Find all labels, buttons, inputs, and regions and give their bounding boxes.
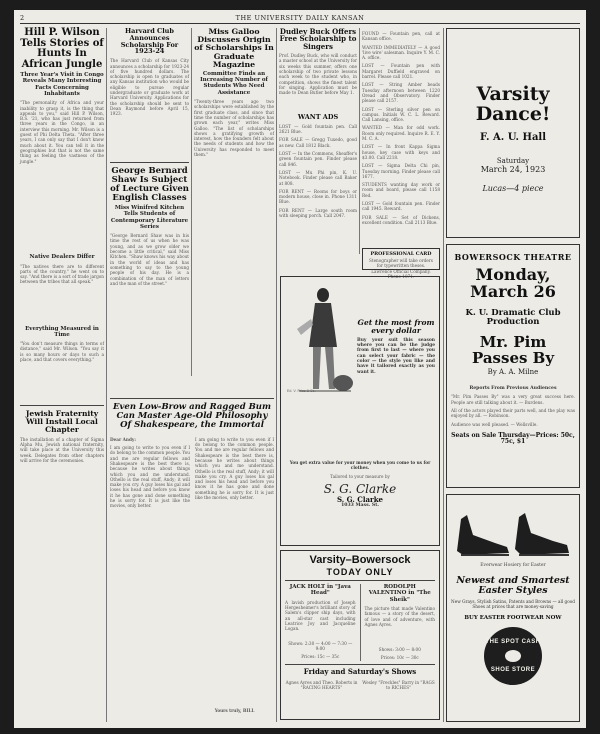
- play-date: Monday, March 26: [470, 265, 556, 302]
- wilson-body-2: "The natives there are to different parts of the country," he went on to say. "And there is a sort of trade jargon between the tribes that all speak.": [20, 263, 104, 285]
- clarke-tagline-2: Tailored to your measure by: [330, 473, 390, 479]
- clarke-body: Buy your suit this season where you can be the judge from first to last — where you can select your fabric — the color — the style you like and have it tailored exactly as you want it.: [357, 337, 435, 375]
- column-rule: [359, 28, 360, 254]
- badge-bottom-text: SHOE STORE: [490, 667, 536, 674]
- clarke-headline: Get the most from every dollar: [357, 318, 435, 335]
- shaw-subhead: Miss Winifred Kitchen Tells Students of Contemporary Literature Series: [110, 204, 189, 230]
- column-rule: [443, 28, 444, 722]
- classified-item: FOUND — Fountain pen, call at Kansan office.: [362, 31, 440, 42]
- column-3: [194, 28, 274, 394]
- friday-heading: Friday and Saturday's Shows: [303, 666, 417, 676]
- dog-silhouette: [333, 375, 353, 391]
- figure-leg: [313, 347, 321, 389]
- fraternity-body: The installation of a chapter of Sigma Alpha Mu, Jewish national fraternity, will take place at the University this week. Delegates from other chapters will arrive for the ceremonies.: [20, 436, 104, 463]
- essay-body: I am going to write to you even if I do belong to the common people. You and me are regular fellows and Shakespeare is the best there is, because he writes about things which you and me understand. Othello is the real stuff, Andy; it will make you cry. A guy loses his gal and loses his head and before you know it he has gone and done something he is sorry for. It is just like the movies, only better.: [110, 445, 190, 509]
- clarke-tagline: You get extra value for your money when you come to us for clothes.: [289, 460, 431, 471]
- classified-item: LOST — In front Kappa Sigma house, key case with keys and $3.00. Call 2218.: [362, 144, 440, 160]
- figure-head: [317, 288, 329, 302]
- review-quote: Audience was well pleased. — Wellsville.: [451, 421, 538, 427]
- shoe-right: [515, 513, 569, 555]
- shoe-left: [457, 515, 509, 555]
- varsity-subtitle: TODAY ONLY: [326, 566, 394, 577]
- friday-show-2: Wesley "Freckles" Barry in "RAGS to RICHES": [362, 679, 435, 691]
- classified-item: LOST — Sterling silver pen on campus. Initials W. C. L. Reward. Call Lansing, office.: [362, 106, 440, 123]
- film-1-prices: Prices: 15c — 35c: [301, 654, 340, 660]
- want-ad: LOST — Gold fountain pen. Call 2621 Blue.: [279, 123, 357, 135]
- want-ad: LOST — Mu Phi pin, K. U. Notebook. Finder please call Baker at 808.: [279, 169, 357, 186]
- badge-top-text: THE SPOT CASH: [485, 639, 541, 646]
- professional-card: [362, 248, 440, 279]
- column-rule: [106, 28, 107, 722]
- essay-article: [110, 398, 274, 720]
- clarke-address: 1033 Mass. St.: [341, 503, 379, 509]
- dance-title: Varsity Dance!: [475, 83, 551, 125]
- classified-item: WANTED — Man for odd work. Room only required. Inquire R. E. Y. M. C. A.: [362, 125, 440, 142]
- wilson-body: "The personality of Africa and your inability to grasp it, is the thing that appeals to you," said Hill P. Wilson, B.S. '21, who has just returned from three years in the Congo, in an interview this morning. Mr. Wilson is a guest of Phi Delta Theta. "After three years, I can only say that I don't know much about it. You can tell it in the geographies but that is not the same thing as feeling the vastness of the jungle.": [20, 100, 104, 164]
- professional-card-title: PROFESSIONAL CARD: [370, 251, 432, 257]
- varsity-dance-ad: [446, 28, 580, 238]
- classified-item: LOST — String Amber beads Tuesday afternoon between 1220 Oread and Observatory. Finder please call 2157.: [362, 82, 440, 104]
- classified-item: LOST — Gold fountain pen. Finder call 1945. Reward.: [362, 201, 440, 212]
- column-2: [110, 28, 189, 394]
- dramatic-club: K. U. Dramatic Club Production: [465, 307, 561, 327]
- review-quote: All of the actors played their parts well, and the play was enjoyed by all. — Robinson.: [451, 407, 575, 419]
- figure-arm: [297, 319, 313, 335]
- column-6: [446, 28, 580, 722]
- column-1: [20, 28, 104, 722]
- film-2-prices: Prices: 10c — 30c: [380, 655, 419, 661]
- masthead: [20, 13, 580, 24]
- dance-date: March 24, 1923: [480, 165, 546, 175]
- dance-venue: F. A. U. Hall: [479, 131, 547, 143]
- page-number: 2: [20, 14, 25, 22]
- harvard-headline: Harvard Club Announces Scholarship For 1923-24: [120, 27, 179, 56]
- clarke-ad: [280, 276, 440, 546]
- want-ad: LOST — In the Commons, Sheaffer's green fountain pen. Finder please call 846.: [279, 151, 357, 167]
- dance-music: Lucas—4 piece: [482, 184, 544, 194]
- footwear-caption: Everwear Hosiery for Easter: [480, 563, 546, 568]
- buy-now-line: BUY EASTER FOOTWEAR NOW: [464, 614, 562, 621]
- play-author: By A. A. Milne: [487, 368, 539, 377]
- buck-headline: Dudley Buck Offers Free Scholarship to Singers: [279, 27, 357, 51]
- bowersock-theatre-ad: [446, 244, 580, 488]
- wilson-subhead: Three Year's Visit in Congo Reveals Many Interesting Facts Concerning Inhabitants: [20, 72, 104, 97]
- theatre-name: BOWERSOCK THEATRE: [454, 252, 572, 262]
- buck-body: Prof. Dudley Buck, who will conduct a master school at the University for six weeks this summer, offers one scholarship of two private lessons each week to the student who, in competition, shows the finest talent for singing. Application must be made to Dean Butler before May 1.: [279, 53, 357, 96]
- film-2-title: RODOLPH VALENTINO in "The Sheik": [368, 583, 431, 603]
- friday-show-1: Agnes Ayres and Theo. Roberts in "RACING HEARTS": [285, 679, 358, 691]
- film-1-body: A lavish production of Joseph Hergesheimer's brilliant story of Salem's clipper ship days, with an all-star cast including Leatrice Joy and Jacqueline Logan.: [285, 599, 356, 632]
- masthead-title: THE UNIVERSITY DAILY KANSAN: [235, 14, 365, 22]
- clarke-name: S. G. Clarke: [336, 494, 384, 504]
- styles-description: New Grays, Stylish Satins, Patents and Browns — all good Shoes at prices that are money-saving: [451, 598, 575, 610]
- figure-coat: [309, 303, 337, 347]
- wilson-subhead-2: Native Dealers Differ: [29, 254, 95, 261]
- want-ads-title: WANT ADS: [297, 113, 339, 122]
- film-2-times: Shows: 3:00 — 8:00: [378, 646, 421, 652]
- varsity-title: Varsity–Bowersock: [309, 554, 411, 566]
- galloo-headline: Miss Galloo Discusses Origin of Scholarships In Graduate Magazine: [194, 27, 274, 69]
- fraternity-headline: Jewish Fraternity Will Install Local Chapter: [25, 409, 99, 434]
- column-rule: [191, 28, 192, 376]
- column-divider: [110, 162, 189, 163]
- harvard-body: The Harvard Club of Kansas City announces a scholarship for 1923-24 of five hundred dollars. The scholarship is open to graduates of any Kansas institution who would be eligible to pursue regular undergraduate or graduate work at Harvard University. Applications for the scholarship should be sent to Dean Raymond before April 15, 1923.: [110, 58, 189, 117]
- reports-heading: Reports From Previous Audiences: [469, 386, 557, 392]
- professional-card-body: Stenographer will take orders for typewritten theses. Lawrence Official Company. Phone 1071.: [369, 258, 433, 279]
- film-2: [364, 584, 435, 661]
- classified-item: STUDENTS wanting day work or room and board, please call 1158 Red.: [362, 182, 440, 198]
- essay-signature: Yours truly, BILL: [214, 707, 255, 713]
- styles-line-1: Newest and Smartest: [456, 575, 570, 586]
- galloo-subhead: Committee Finds an Increasing Number of Students Who Need Assistance: [200, 70, 268, 96]
- classified-item: LOST — Sigma Delta Chi pin, Tuesday morning. Finder please call 1677.: [362, 163, 440, 179]
- shoe-illustration: [451, 499, 575, 557]
- want-ads-list: [279, 124, 357, 218]
- shaw-headline: George Bernard Shaw Is Subject of Lecture Given English Classes: [110, 166, 189, 204]
- want-ad: FOR RENT — Large south room with sleeping porch. Call 2047.: [279, 207, 357, 218]
- film-1: [285, 584, 356, 661]
- want-ad: FOR SALE — Gregg Tuxedo, good as new. Call 1812 Black.: [279, 137, 357, 148]
- play-title: Mr. Pim Passes By: [471, 332, 555, 367]
- shaw-body: "George Bernard Shaw was in his time the rest of us when he was young, and as we grow older we become a little critical," said Miss Kitchen. "Shaw knows his way about in the world of ideas and has something to say to the young people of his day. He is a combination of the man of letters and the man of the street.": [110, 233, 189, 286]
- film-1-title: JACK HOLT in "Java Head": [289, 583, 351, 597]
- dance-day: Saturday: [496, 157, 530, 166]
- galloo-body: "Twenty-three years ago two scholarships were established by the first graduate class, and since that time the number of scholarships has grown each year," writes Miss Galloo. "The list of scholarships shows a gratifying growth of interest, how the founders felt about the needs of students and how the University has responded to meet them.": [194, 99, 274, 158]
- column-5: [362, 28, 440, 246]
- column-divider: [20, 405, 104, 406]
- film-1-times: Shows: 2:30 — 4:00 — 7:30 — 9:00: [288, 640, 353, 651]
- essay-body-continued: I am going to write to you even if I do belong to the common people. You and me are regular fellows and Shakespeare is the best there is, because he writes about things which you and me understand. Othello is the real stuff, Andy; it will make you cry. A guy loses his gal and loses his head and before you know it he has gone and done something he is sorry for. It is just like the movies, only better.: [195, 436, 274, 501]
- fashion-illustration: [287, 285, 355, 405]
- varsity-bowersock-ad: [280, 550, 440, 720]
- film-2-body: The picture that made Valentino famous — a story of the desert, of love and of adventure, with Agnes Ayres.: [364, 605, 436, 627]
- want-ad: FOR RENT — Rooms for boys or modern house, close in. Phone 1311 Blue.: [279, 188, 357, 205]
- newspaper-page: [14, 10, 586, 728]
- essay-headline: Even Low-Brow and Ragged Bum Can Master Age-Old Philosophy Of Shakespeare, the Immortal: [113, 402, 271, 430]
- spot-cash-shoe-ad: [446, 494, 580, 722]
- spot-cash-badge: [484, 627, 542, 685]
- review-quote: "Mr. Pim Passes By" was a very great success here. People are still talking about it. — Burdens.: [451, 394, 575, 405]
- seats-on-sale: Seats on Sale Thursday—Prices: 50c, 75c, $1: [451, 431, 575, 446]
- styles-line-2: Easter Styles: [478, 584, 548, 596]
- wilson-headline: Hill P. Wilson Tells Stories of Hunts In African Jungle: [20, 27, 104, 70]
- wilson-subhead-3: Everything Measured in Time: [25, 325, 99, 338]
- wilson-body-3: "You don't measure things in terms of distance," said Mr. Wilson. "You say it is so many hours or days to such a place, and that covers everything.": [20, 341, 104, 363]
- column-rule: [276, 28, 277, 722]
- essay-salutation: Dear Andy:: [110, 436, 136, 442]
- classified-item: FOR SALE — Set of Dickens, excellent condition. Call 2113 Blue.: [362, 214, 440, 225]
- illustration-credit: Ed. V. Price & Co.: [287, 389, 316, 393]
- column-4: [279, 28, 357, 272]
- classified-item: LOST — Fountain pen with Margaret Duffield engraved on barrel. Please call 1021.: [362, 63, 440, 80]
- clarke-signature: S. G. Clarke: [323, 481, 397, 496]
- classified-item: WANTED IMMEDIATELY — A good 'live wire' salesman. Inquire Y. M. C. A. office.: [362, 44, 440, 61]
